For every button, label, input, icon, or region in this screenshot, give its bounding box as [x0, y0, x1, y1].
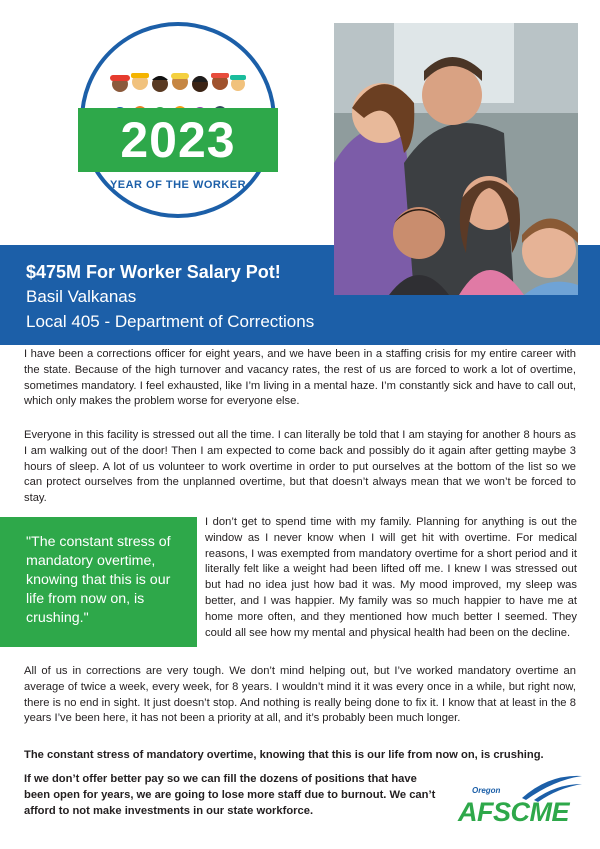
paragraph-2: Everyone in this facility is stressed out all the time. I can literally be told that I am staying for another 8 hours as I am walking out of the door! Then I am expected to come back and possibly do it again after getting maybe 3 hours of sleep. A lot of us volunteer to work overtime in order to put ourselves at the bottom of the list so we can protect ourselves from the unplanned overtime, but that doesn’t always mean that we won’t be forced to stay.	[24, 429, 576, 505]
header-title: $475M For Worker Salary Pot!	[26, 262, 281, 282]
pull-quote: "The constant stress of mandatory overtime, knowing that this is our life from now on, is crushing."	[26, 534, 171, 626]
bold-statement: The constant stress of mandatory overtime, knowing that this is our life from now on, is crushing.	[24, 749, 544, 761]
logo-year: 2023	[78, 108, 278, 172]
paragraph-4: All of us in corrections are very tough. We don’t mind helping out, but I’ve worked mandatory overtime an average of twice a week, every week, for 8 years. I wouldn’t mind it it was every once in a while, but right now, there is no end in sight. It just doesn’t stop. And nothing is really being done to fix it. I know that at least in the 8 years I’ve been here, it has not been a priority at all, and it’s probably been much longer.	[24, 665, 576, 725]
year-of-the-worker-logo	[80, 22, 276, 218]
oregon-afscme-logo	[444, 772, 584, 828]
org-name: AFSCME	[458, 797, 569, 827]
author-local: Local 405 - Department of Corrections	[26, 312, 315, 331]
family-photo-illustration	[334, 23, 578, 295]
pull-quote-box	[0, 517, 197, 647]
logo-subtitle: YEAR OF THE WORKER	[109, 179, 247, 191]
family-photo	[334, 23, 578, 295]
closing-statement: If we don’t offer better pay so we can fill the dozens of positions that have been open for years, we are going to lose more staff due to burnout. We can’t afford to not make investments in our state workforce.	[24, 773, 436, 817]
paragraph-1: I have been a corrections officer for eight years, and we have been in a staffing crisis for my entire career with the state. Because of the high turnover and vacancy rates, the rest of us are forced to work a lot of overtime, sometimes mandatory. I feel exhausted, like I’m living in a mental haze. I’m constantly sick and have to call out, which only makes the problem worse for everyone else.	[24, 348, 576, 408]
paragraph-3: I don’t get to spend time with my family. Planning for anything is out the window as I never know when I will get hit with overtime. For medical reasons, I was exempted from mandatory overtime for a short period and it literally felt like a weight had been lifted off me. I knew I was stressed out but had no idea just how bad it was. My mood improved, my sleep was better, and I was happier. My family was so much happier to have me at home more often, and they mentioned how much better I seemed. They could all see how my mental and physical health had been on the decline.	[205, 516, 577, 639]
author-name: Basil Valkanas	[26, 287, 137, 306]
org-region: Oregon	[472, 786, 501, 795]
